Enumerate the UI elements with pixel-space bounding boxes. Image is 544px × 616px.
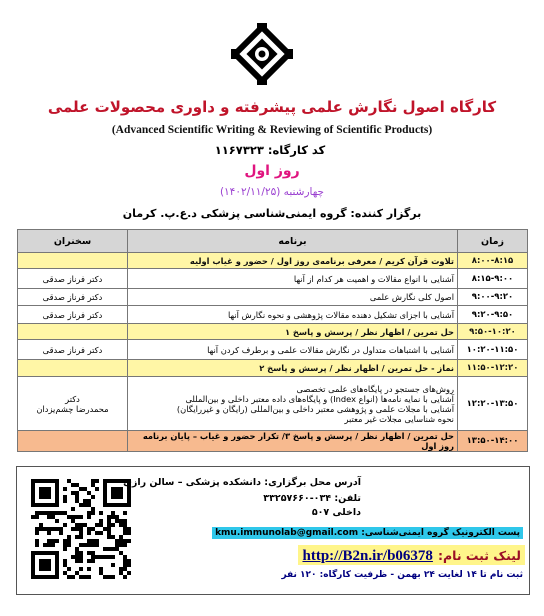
program-line: روش‌های جستجو در پایگاه‌های علمی تخصصی	[296, 383, 454, 394]
row-speaker	[18, 253, 128, 269]
table-row	[18, 377, 528, 431]
row-program	[128, 377, 458, 431]
table-row	[18, 340, 528, 360]
row-time: ۱۱:۵۰-۱۲:۲۰	[458, 360, 528, 377]
registration-link-line	[298, 545, 525, 565]
row-speaker: دکتر فرناز صدقی	[18, 269, 128, 289]
workshop-code: کد کارگاه: ۱۱۶۷۳۲۳	[214, 143, 326, 157]
row-program: آشنایی با اشتباهات متداول در نگارش مقالات علمی و برطرف کردن آنها	[128, 340, 458, 360]
row-time: ۸:۰۰-۸:۱۵	[458, 253, 528, 269]
table-row	[18, 289, 528, 306]
header-program: برنامه	[128, 230, 458, 253]
row-program: آشنایی با انواع مقالات و اهمیت هر کدام از آنها	[128, 269, 458, 289]
row-time: ۱۲:۲۰-۱۳:۵۰	[458, 377, 528, 431]
row-speaker	[18, 431, 128, 452]
speaker-line: دکتر	[65, 393, 80, 404]
table-row	[18, 253, 528, 269]
workshop-title-english: (Advanced Scientific Writing & Reviewing of Scientific Products)	[111, 124, 433, 136]
speaker-line: محمدرضا چشم‌یزدان	[36, 403, 109, 414]
row-speaker	[18, 360, 128, 377]
row-speaker: دکتر فرناز صدقی	[18, 289, 128, 306]
qr-code-icon	[29, 473, 133, 585]
table-row	[18, 269, 528, 289]
header-time: زمان	[458, 230, 528, 253]
program-line: نحوه شناسایی مجلات غیر معتبر	[344, 413, 454, 424]
phone-extension: داخلی ۵۰۷	[311, 507, 361, 518]
email-line	[212, 527, 523, 539]
registration-link-label: لینک ثبت نام:	[438, 548, 521, 563]
table-row	[18, 360, 528, 377]
header-speaker: سخنران	[18, 230, 128, 253]
row-time: ۹:۲۰-۹:۵۰	[458, 306, 528, 324]
row-program: حل تمرین / اظهار نظر / پرسش و پاسخ ۳/ تکرار حضور و غیاب – پایان برنامه روز اول	[128, 431, 458, 452]
footer-info-box	[16, 466, 530, 595]
email-label: پست الکترونیک گروه ایمنی‌شناسی:	[361, 528, 520, 538]
registration-capacity: ثبت نام تا ۱۴ لغایت ۲۴ بهمن - ظرفیت کارگاه: ۱۲۰ نفر	[281, 570, 523, 580]
registration-link[interactable]: http://B2n.ir/b06378	[302, 548, 433, 564]
workshop-date: چهارشنبه (۱۴۰۲/۱۱/۲۵)	[219, 186, 325, 198]
table-header-row	[18, 230, 528, 253]
row-program: حل تمرین / اظهار نظر / پرسش و پاسخ ۱	[128, 324, 458, 340]
row-time: ۹:۰۰-۹:۲۰	[458, 289, 528, 306]
program-line: آشنایی با نمایه نامه‌ها (انواع Index) و پایگاه‌های داده معتبر داخلی و بین‌المللی	[185, 393, 454, 404]
row-time: ۱۰:۲۰-۱۱:۵۰	[458, 340, 528, 360]
row-speaker: دکتر فرناز صدقی	[18, 306, 128, 324]
row-program: تلاوت قرآن کریم / معرفی برنامه‌ی روز اول / حضور و غیاب اولیه	[128, 253, 458, 269]
schedule-table	[17, 229, 528, 452]
row-speaker: دکتر فرناز صدقی	[18, 340, 128, 360]
table-row	[18, 324, 528, 340]
row-speaker	[18, 324, 128, 340]
row-time: ۱۳:۵۰-۱۴:۰۰	[458, 431, 528, 452]
row-time: ۹:۵۰-۱۰:۲۰	[458, 324, 528, 340]
row-program: اصول کلی نگارش علمی	[128, 289, 458, 306]
schedule-body	[18, 253, 528, 452]
row-time: ۸:۱۵-۹:۰۰	[458, 269, 528, 289]
day-title: روز اول	[244, 163, 300, 179]
row-program: آشنایی با اجزای تشکیل دهنده مقالات پژوهشی و نحوه نگارش آنها	[128, 306, 458, 324]
organizer: برگزار کننده: گروه ایمنی‌شناسی پزشکی د.ع.پ. کرمان	[122, 207, 422, 220]
workshop-title: کارگاه اصول نگارش علمی پیشرفته و داوری محصولات علمی	[47, 98, 497, 116]
phone-number: تلفن: ۰۳۴-۳۳۲۵۷۶۶۰	[263, 493, 361, 504]
program-line: آشنایی با مجلات علمی و پژوهشی معتبر داخلی و بین‌المللی (رایگان و غیررایگان)	[176, 403, 454, 414]
university-logo-icon	[226, 18, 298, 90]
row-speaker	[18, 377, 128, 431]
table-row	[18, 431, 528, 452]
venue-address: آدرس محل برگزاری: دانشکده پزشکی – سالن رازی	[123, 477, 361, 488]
table-row	[18, 306, 528, 324]
row-program: نماز - حل تمرین / اظهار نظر / پرسش و پاسخ ۲	[128, 360, 458, 377]
email-address[interactable]: kmu.immunolab@gmail.com	[215, 528, 359, 538]
